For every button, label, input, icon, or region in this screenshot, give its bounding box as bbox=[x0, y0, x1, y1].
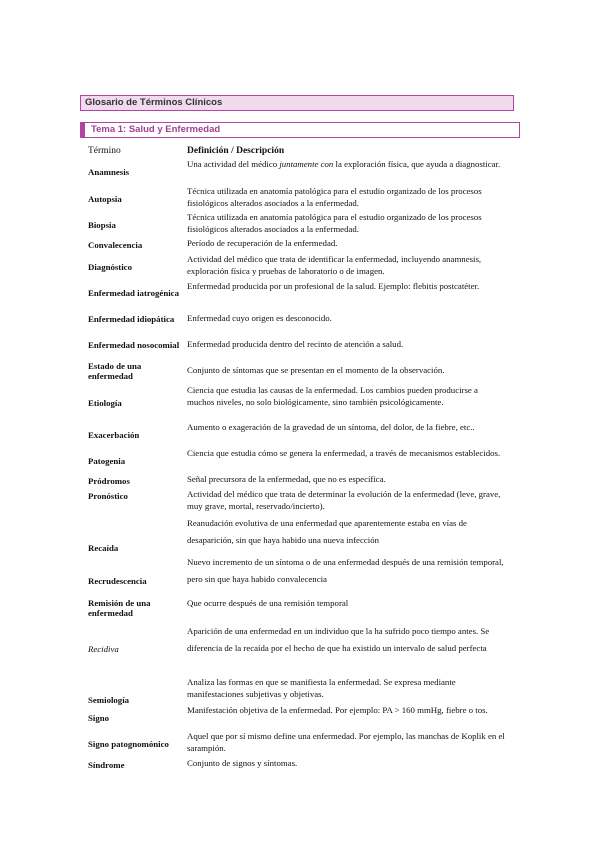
definition-cell: Nuevo incremento de un síntoma o de una enfermedad después de una remisión temporal, pero sin que haya habido convalecencia bbox=[187, 557, 504, 584]
glossary-row bbox=[0, 422, 599, 447]
definition-cell: Analiza las formas en que se manifiesta la enfermedad. Se expresa mediante manifestaciones subjetivas y objetivas. bbox=[187, 677, 456, 699]
glossary-row bbox=[0, 186, 599, 211]
column-header-definition: Definición / Descripción bbox=[187, 146, 285, 156]
glossary-row bbox=[0, 731, 599, 757]
glossary-row bbox=[0, 212, 599, 237]
term-cell: Recidiva bbox=[88, 644, 119, 654]
glossary-row bbox=[0, 758, 599, 771]
term-cell: Patogenia bbox=[88, 455, 126, 466]
glossary-row bbox=[0, 281, 599, 305]
glossary-row bbox=[0, 307, 599, 331]
term-cell: Pródromos bbox=[88, 475, 130, 486]
definition-cell: Enfermedad producida dentro del recinto de atención a salud. bbox=[187, 339, 404, 349]
glossary-row bbox=[0, 333, 599, 357]
definition-cell: Aquel que por sí mismo define una enfermedad. Por ejemplo, las manchas de Koplik en el sarampión. bbox=[187, 731, 505, 753]
definition-cell: Aumento o exageración de la gravedad de un síntoma, del dolor, de la fiebre, etc.. bbox=[187, 422, 475, 432]
definition-cell: Aparición de una enfermedad en un individuo que la ha sufrido poco tiempo antes. Se diferencia de la recaída por el hecho de que ha existido un intervalo de salud perfecta bbox=[187, 626, 490, 653]
term-cell: Exacerbación bbox=[88, 429, 140, 440]
definition-cell: Conjunto de signos y síntomas. bbox=[187, 758, 298, 768]
glossary-row bbox=[0, 677, 599, 705]
term-cell: Estado de una enfermedad bbox=[88, 361, 142, 381]
definition-cell: Actividad del médico que trata de identificar la enfermedad, incluyendo anamnesis, exploración física y pruebas de laboratorio o de imagen. bbox=[187, 254, 482, 276]
definition-cell: Manifestación objetiva de la enfermedad. Por ejemplo: PA > 160 mmHg, fiebre o tos. bbox=[187, 705, 488, 715]
term-cell: Enfermedad idiopática bbox=[88, 314, 175, 324]
column-header-term: Término bbox=[88, 146, 121, 156]
glossary-row bbox=[0, 448, 599, 473]
glossary-row bbox=[0, 489, 599, 514]
glossary-row bbox=[0, 474, 599, 487]
definition-cell: Enfermedad producida por un profesional de la salud. Ejemplo: flebitis postcatéter. bbox=[187, 281, 480, 291]
term-cell: Pronóstico bbox=[88, 491, 128, 501]
definition-cell: Período de recuperación de la enfermedad. bbox=[187, 238, 338, 248]
glossary-row bbox=[0, 359, 599, 383]
definition-cell: Señal precursora de la enfermedad, que no es específica. bbox=[187, 474, 386, 484]
definition-cell: Reanudación evolutiva de una enfermedad que aparentemente estaba en vías de desaparición, sin que haya habido una nueva infección bbox=[187, 518, 467, 545]
term-cell: Signo patognomónico bbox=[88, 739, 169, 749]
definition-cell: Una actividad del médico juntamente con la exploración física, que ayuda a diagnosticar. bbox=[187, 159, 501, 169]
term-cell: Diagnóstico bbox=[88, 261, 132, 272]
term-cell: Convalecencia bbox=[88, 239, 143, 250]
glossary-row bbox=[0, 705, 599, 731]
term-cell: Recaída bbox=[88, 543, 119, 553]
definition-cell: Conjunto de síntomas que se presentan en el momento de la observación. bbox=[187, 365, 445, 375]
document-title: Glosario de Términos Clínicos bbox=[80, 95, 514, 111]
term-cell: Remisión de una enfermedad bbox=[88, 598, 151, 618]
glossary-row bbox=[0, 517, 599, 553]
glossary-row bbox=[0, 238, 599, 251]
glossary-row bbox=[0, 254, 599, 279]
definition-cell: Técnica utilizada en anatomía patológica para el estudio organizado de los procesos fisiológicos alterados asociados a la enfermedad. bbox=[187, 212, 482, 234]
glossary-row bbox=[0, 598, 599, 624]
glossary-row bbox=[0, 625, 599, 673]
term-cell: Anamnesis bbox=[88, 167, 130, 177]
term-cell: Enfermedad nosocomial bbox=[88, 340, 180, 350]
term-cell: Enfermedad iatrogénica bbox=[88, 288, 179, 298]
term-cell: Síndrome bbox=[88, 759, 125, 770]
term-cell: Signo bbox=[88, 713, 110, 723]
term-cell: Semiología bbox=[88, 695, 130, 705]
glossary-row bbox=[0, 159, 599, 185]
term-cell: Autopsia bbox=[88, 193, 122, 204]
definition-cell: Técnica utilizada en anatomía patológica para el estudio organizado de los procesos fisiológicos alterados asociados a la enfermedad. bbox=[187, 186, 482, 208]
term-cell: Biopsia bbox=[88, 219, 116, 230]
glossary-row bbox=[0, 556, 599, 586]
term-cell: Etiología bbox=[88, 398, 122, 408]
glossary-row bbox=[0, 385, 599, 421]
definition-cell: Ciencia que estudia cómo se genera la enfermedad, a través de mecanismos establecidos. bbox=[187, 448, 501, 458]
definition-cell: Ciencia que estudia las causas de la enfermedad. Los cambios pueden producirse a muchos niveles, no solo biológicamente, sino también psicológicamente. bbox=[187, 385, 478, 407]
definition-cell: Enfermedad cuyo origen es desconocido. bbox=[187, 313, 332, 323]
definition-cell: Que ocurre después de una remisión temporal bbox=[187, 598, 349, 608]
section-title: Tema 1: Salud y Enfermedad bbox=[80, 122, 520, 138]
term-cell: Recrudescencia bbox=[88, 576, 147, 586]
definition-cell: Actividad del médico que trata de determinar la evolución de la enfermedad (leve, grave, muy grave, mortal, reservado/incierto). bbox=[187, 489, 501, 511]
